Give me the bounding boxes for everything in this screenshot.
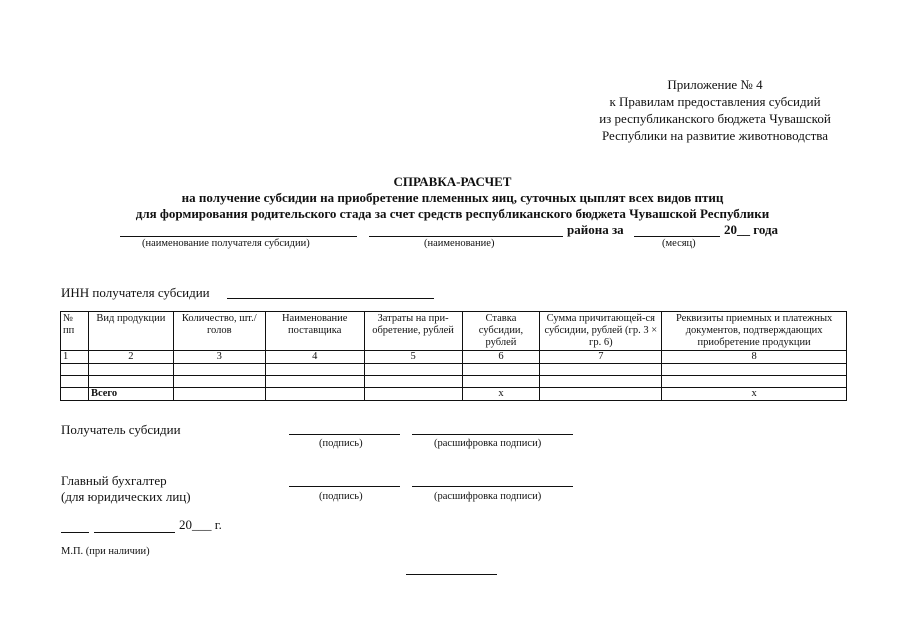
column-number-3: 3: [173, 351, 265, 364]
year-label: 20__ года: [724, 222, 779, 237]
table-cell[interactable]: [662, 376, 847, 388]
appendix-line-3: из республиканского бюджета Чувашской: [599, 111, 831, 126]
date-day-field[interactable]: [61, 532, 89, 533]
column-number-1: 1: [61, 351, 89, 364]
table-row: [61, 364, 847, 376]
district-name-field[interactable]: [369, 236, 563, 237]
table-cell: [61, 388, 89, 401]
table-cell[interactable]: [265, 364, 364, 376]
recipient-signature-caption: (подпись): [319, 438, 363, 449]
table-cell[interactable]: [540, 364, 662, 376]
stamp-label: М.П. (при наличии): [61, 546, 150, 557]
caption-month: (месяц): [662, 238, 696, 249]
column-number-2: 2: [88, 351, 173, 364]
table-cell[interactable]: [61, 364, 89, 376]
appendix-block: [560, 76, 870, 144]
table-cell[interactable]: [88, 376, 173, 388]
table-total-row: [61, 388, 847, 401]
table-cell[interactable]: [462, 364, 540, 376]
table-cell[interactable]: [173, 376, 265, 388]
calculation-table: [60, 311, 847, 401]
table-cell[interactable]: [540, 388, 662, 401]
caption-recipient-name: (наименование получателя субсидии): [142, 238, 310, 249]
recipient-name-field[interactable]: [120, 236, 357, 237]
document-subtitle-1: на получение субсидии на приобретение племенных яиц, суточных цыплят всех видов птиц: [181, 190, 724, 205]
inn-field[interactable]: [227, 298, 434, 299]
table-cell[interactable]: [540, 376, 662, 388]
accountant-signature-field[interactable]: [289, 486, 400, 487]
table-row: [61, 376, 847, 388]
document-subtitle-2: для формирования родительского стада за счет средств республиканского бюджета Чувашской Республики: [135, 206, 770, 221]
recipient-decode-caption: (расшифровка подписи): [434, 438, 542, 449]
header-quantity: Количество, шт./голов: [173, 312, 265, 351]
table-header-row: [61, 312, 847, 351]
accountant-decode-caption: (расшифровка подписи): [434, 491, 542, 502]
table-cell[interactable]: [364, 364, 462, 376]
header-subsidy-sum: Сумма причитающей-ся субсидии, рублей (гр. 3 × гр. 6): [540, 312, 662, 351]
recipient-decode-field[interactable]: [412, 434, 573, 435]
table-cell[interactable]: [364, 376, 462, 388]
district-label: района за: [567, 222, 624, 237]
caption-name: (наименование): [424, 238, 495, 249]
month-field[interactable]: [634, 236, 720, 237]
table-cell[interactable]: [173, 364, 265, 376]
inn-label: ИНН получателя субсидии: [61, 285, 210, 300]
recipient-signature-field[interactable]: [289, 434, 400, 435]
total-documents-x: х: [662, 388, 847, 401]
appendix-line-2: к Правилам предоставления субсидий: [609, 94, 821, 109]
date-year-label: 20___ г.: [179, 517, 222, 532]
accountant-decode-field[interactable]: [412, 486, 573, 487]
date-month-field[interactable]: [94, 532, 175, 533]
table-row: [61, 351, 847, 364]
table-cell[interactable]: [364, 388, 462, 401]
column-number-6: 6: [462, 351, 540, 364]
header-product-type: Вид продукции: [88, 312, 173, 351]
table-cell[interactable]: [265, 376, 364, 388]
table-cell[interactable]: [662, 364, 847, 376]
accountant-label: Главный бухгалтер: [61, 473, 167, 488]
header-number: № пп: [61, 312, 89, 351]
column-number-4: 4: [265, 351, 364, 364]
total-rate-x: х: [462, 388, 540, 401]
header-rate: Ставка субсидии, рублей: [462, 312, 540, 351]
table-cell[interactable]: [88, 364, 173, 376]
header-costs: Затраты на при-обретение, рублей: [364, 312, 462, 351]
header-documents: Реквизиты приемных и платежных документов, подтверждающих приобретение продукции: [662, 312, 847, 351]
recipient-label: Получатель субсидии: [61, 422, 181, 437]
table-cell[interactable]: [173, 388, 265, 401]
column-number-8: 8: [662, 351, 847, 364]
footer-separator-line: [406, 574, 497, 575]
table-cell[interactable]: [265, 388, 364, 401]
accountant-signature-caption: (подпись): [319, 491, 363, 502]
table-cell[interactable]: [61, 376, 89, 388]
header-supplier: Наименование поставщика: [265, 312, 364, 351]
document-title: СПРАВКА-РАСЧЕТ: [393, 174, 512, 189]
column-number-5: 5: [364, 351, 462, 364]
appendix-line-4: Республики на развитие животноводства: [601, 128, 829, 143]
total-label: Всего: [88, 388, 173, 401]
appendix-line-1: Приложение № 4: [667, 77, 763, 92]
table-cell[interactable]: [462, 376, 540, 388]
column-number-7: 7: [540, 351, 662, 364]
accountant-sublabel: (для юридических лиц): [61, 489, 191, 504]
